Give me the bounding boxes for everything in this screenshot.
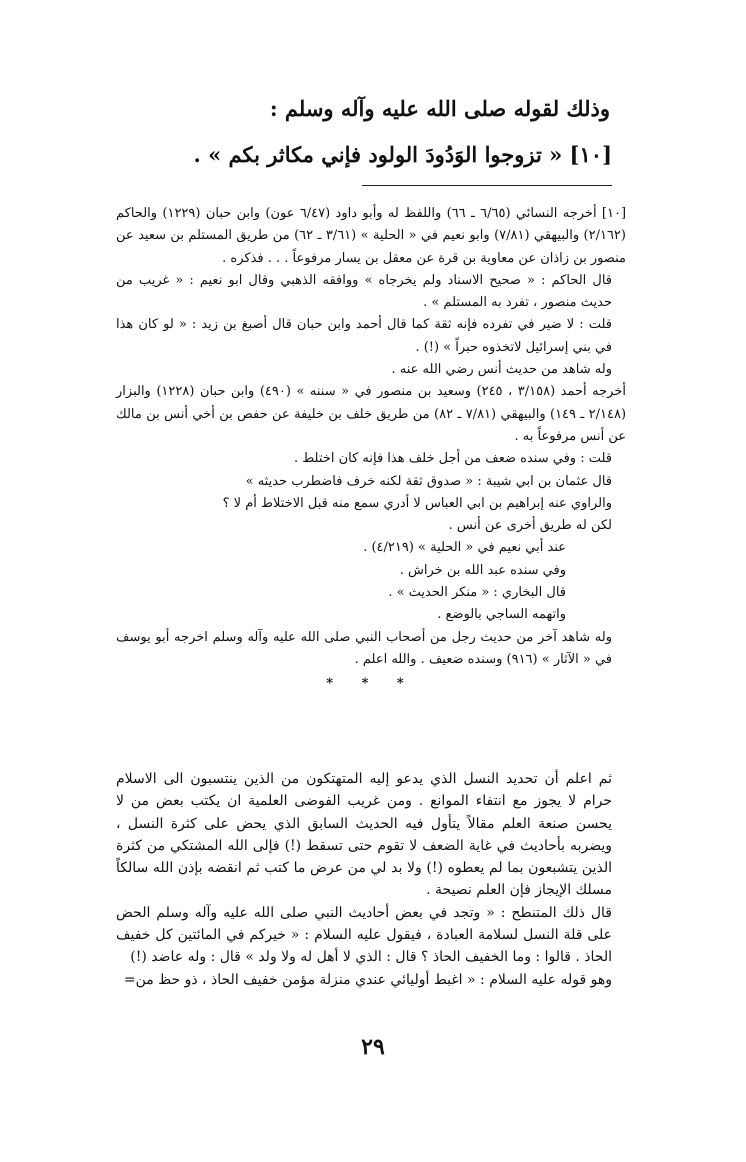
footnote-separator — [362, 185, 612, 186]
section-separator-stars: * * * — [326, 676, 416, 692]
body-paragraph: ثم اعلم أن تحديد النسل الذي يدعو إليه المتهتكون من الذين ينتسبون الى الاسلام حرام لا يجوز مع انتفاء الموانع . ومن غريب الفوضى العلمية ان يكتب بعض من لا يحسن صنعة العلم مقالاً يتأول فيه الحديث السابق الذي يحض على كثرة النسل ، ويضربه بأحاديث في غاية الضعف لا تقوم حتى تسقط (!) فإلى الله المشتكي من كثرة الذين يتشبعون بما لم يعطوه (!) ولا بد لي من عرض ما كتب ثم انقضه بإذن الله سالكاً مسلك الإيجاز فإن العلم نصيحة . — [116, 771, 612, 899]
footnote-paragraph: قلت : وفي سنده ضعف من أجل خلف هذا فإنه كان اختلط . — [293, 451, 612, 467]
footnote-block — [116, 203, 626, 698]
footnote-paragraph: قال البخاري : « منكر الحديث » . — [388, 585, 566, 601]
body-paragraph: وهو قوله عليه السلام : « اغبط أوليائي عندي منزلة مؤمن خفيف الحاذ ، ذو حظ من= — [123, 971, 612, 988]
intro-line: وذلك لقوله صلى الله عليه وآله وسلم : — [269, 96, 610, 121]
footnote-paragraph: وله شاهد من حديث أنس رضي الله عنه . — [391, 362, 612, 378]
footnote-paragraph: واتهمه الساجي بالوضع . — [437, 607, 566, 623]
page-number: ٢٩ — [361, 1034, 385, 1060]
footnote-paragraph: [١٠] أخرجه النسائي (٦/٦٥ ـ ٦٦) واللفظ له وأبو داود (٦/٤٧ عون) وابن حبان (١٢٢٩) والحاكم (٢/١٦٢) والبيهقي (٧/٨١) وابو نعيم في « الحلية » (٣/٦١ ـ ٦٢) من طريق المستلم بن سعيد عن منصور بن زاذان عن معاوية بن قرة عن معقل بن يسار مرفوعاً . . . فذكره . — [116, 206, 627, 266]
footnote-paragraph: أخرجه أحمد (٣/١٥٨ ، ٢٤٥) وسعيد بن منصور في « سننه » (٤٩٠) وابن حبان (١٢٢٨) والبزار (٢/١٤٨ ـ ١٤٩) والبيهقي (٧/٨١ ـ ٨٢) من طريق خلف بن خليفة عن حفص بن أخي أنس بن مالك عن أنس مرفوعاً به . — [116, 384, 627, 444]
footnote-paragraph: قال الحاكم : « صحيح الاسناد ولم يخرجاه » ووافقه الذهبي وقال ابو نعيم : « غريب من حديث منصور ، تفرد به المستلم » . — [116, 272, 612, 311]
footnote-paragraph: قال عثمان بن ابي شيبة : « صدوق ثقة لكنه خرف فاضطرب حديثه » — [245, 473, 612, 489]
body-paragraph: قال ذلك المتنطح : « وتجد في بعض أحاديث النبي صلى الله عليه وآله وسلم الحض على قلة النسل لسلامة العبادة ، فيقول عليه السلام : « خيركم في المائتين كل خفيف الحاذ . قالوا : وما الخفيف الحاذ ؟ قال : الذي لا أهل له ولا ولد » قال : وله عاضد (!) — [116, 904, 612, 966]
footnote-paragraph: وفي سنده عبد الله بن خراش . — [399, 562, 566, 578]
hadith-text: [١٠] « تزوجوا الوَدُودَ الولود فإني مكاثر بكم » . — [193, 142, 612, 167]
footnote-paragraph: وله شاهد آخر من حديث رجل من أصحاب النبي صلى الله عليه وآله وسلم اخرجه أبو يوسف في « الآثار » (٩١٦) وسنده ضعيف . والله اعلم . — [116, 629, 612, 667]
footnote-paragraph: والراوي عنه إبراهيم بن ابي العباس لا أدري سمع منه قبل الاختلاط أم لا ؟ — [222, 495, 612, 511]
footnote-paragraph: لكن له طريق أخرى عن أنس . — [448, 518, 612, 534]
main-text-block — [116, 768, 626, 991]
footnote-paragraph: عند أبي نعيم في « الحلية » (٤/٢١٩) . — [363, 540, 566, 556]
footnote-paragraph: قلت : لا ضير في تفرده فإنه ثقة كما قال أحمد وابن حبان قال أصبغ بن زيد : « لو كان هذا في بني إسرائيل لاتخذوه حبراً » (!) . — [116, 317, 612, 355]
